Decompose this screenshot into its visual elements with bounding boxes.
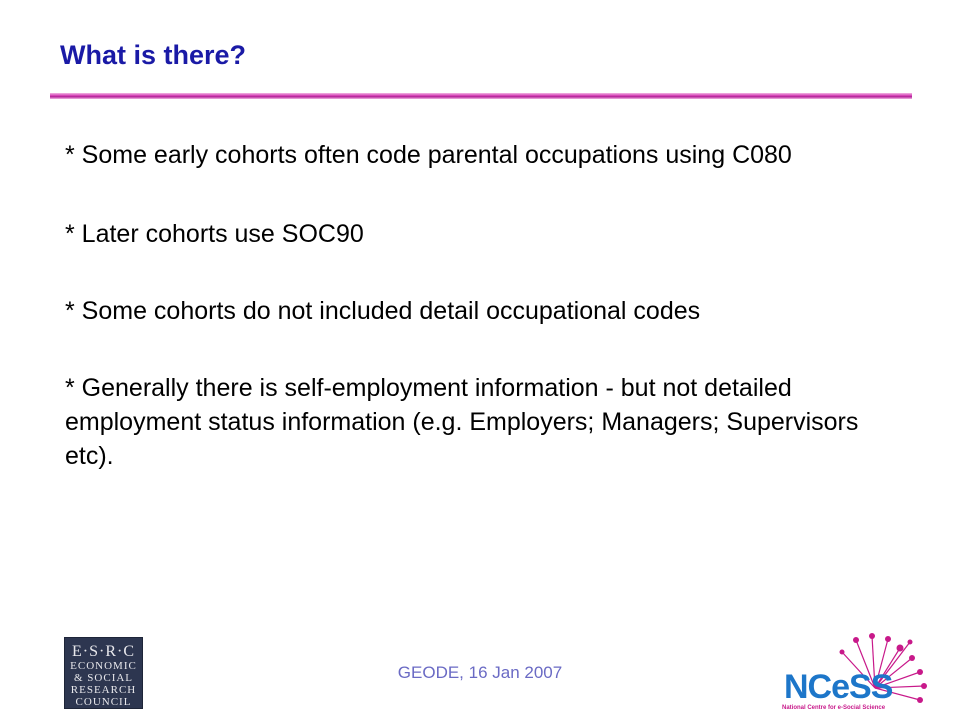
slide-title: What is there? bbox=[60, 40, 247, 70]
title-divider bbox=[50, 93, 912, 99]
esrc-logo-line: E·S·R·C bbox=[72, 643, 135, 660]
esrc-logo-line: ECONOMIC bbox=[70, 660, 137, 672]
ncess-logo bbox=[780, 630, 930, 715]
bullet-item: * Later cohorts use SOC90 bbox=[65, 220, 364, 248]
esrc-logo-line: COUNCIL bbox=[75, 696, 132, 708]
esrc-logo-line: & SOCIAL bbox=[73, 672, 134, 684]
slide-footer: GEODE, 16 Jan 2007 bbox=[397, 663, 563, 682]
bullet-item: * Some cohorts do not included detail occupational codes bbox=[65, 297, 701, 325]
bullet-item: * Some early cohorts often code parental occupations using C080 bbox=[65, 141, 792, 169]
esrc-logo-line: RESEARCH bbox=[70, 684, 137, 696]
bullet-list bbox=[65, 138, 905, 518]
ncess-tagline: National Centre for e-Social Science bbox=[782, 705, 886, 711]
ncess-wordmark: NCeSS bbox=[784, 668, 893, 706]
bullet-item: * Generally there is self-employment information - but not detailed employment status information (e.g. Employers; Managers; Supervisors etc). bbox=[65, 374, 859, 470]
